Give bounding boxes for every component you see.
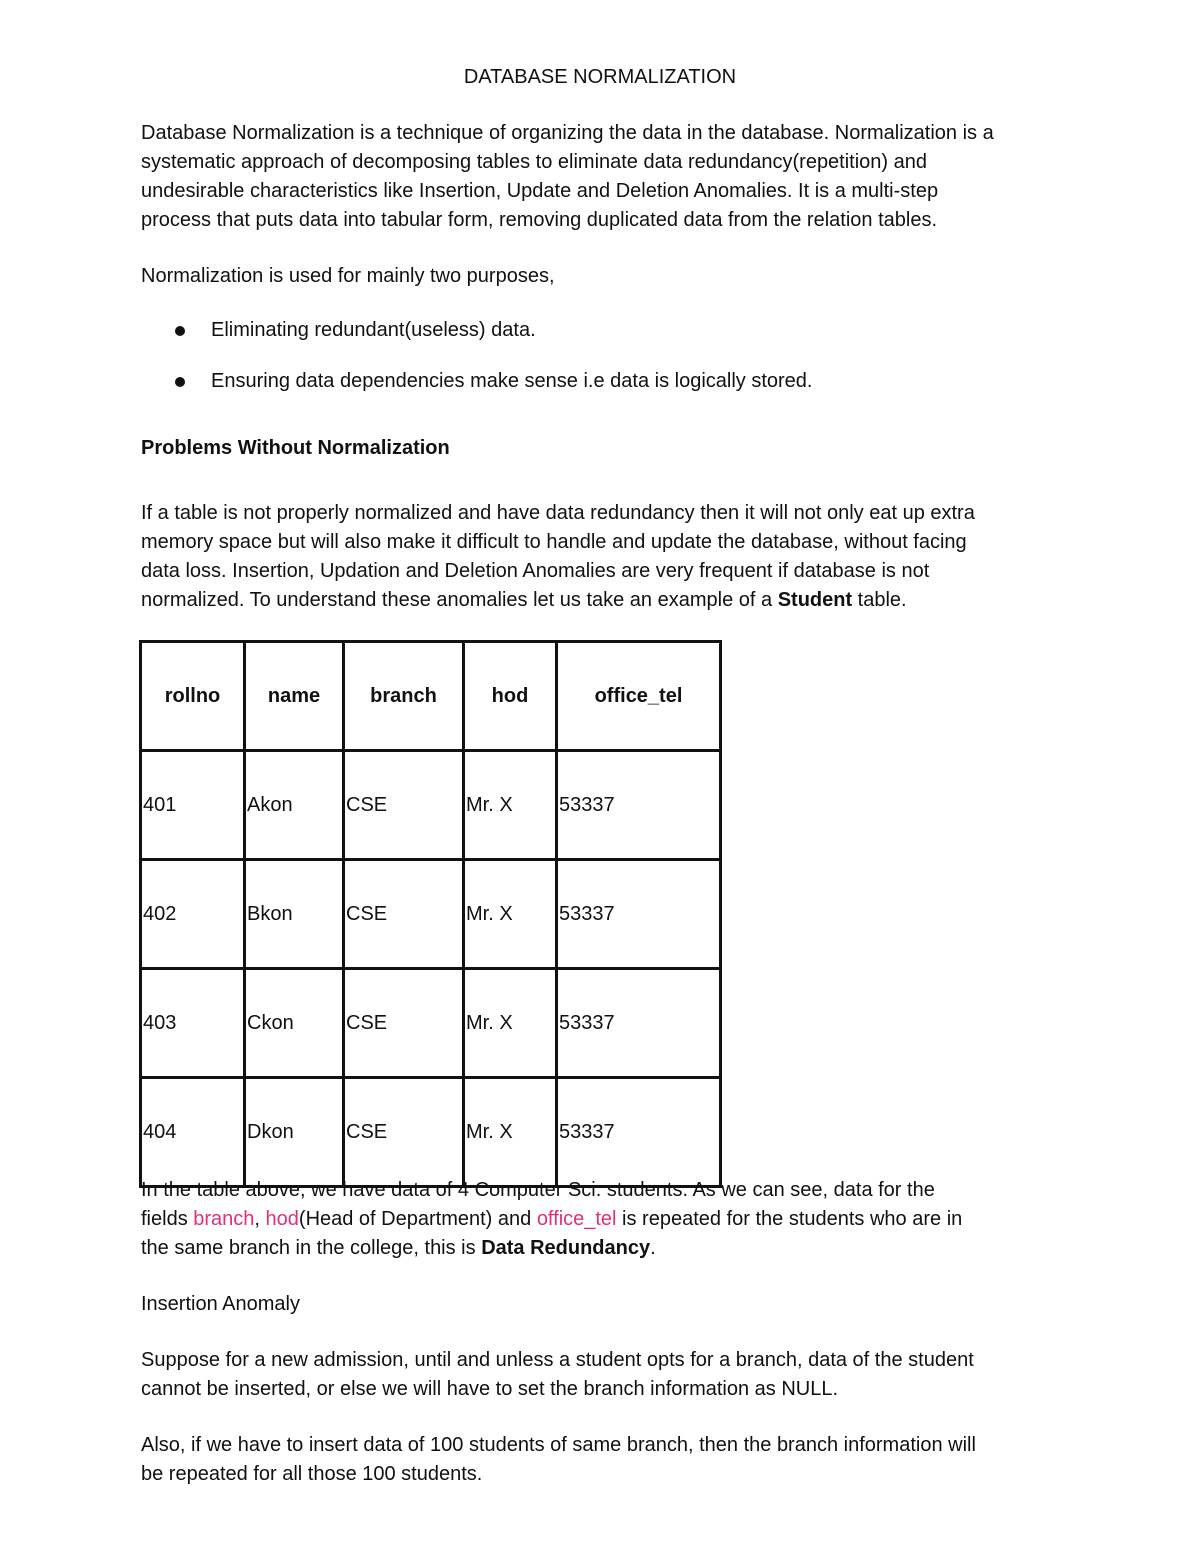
- purposes-intro: Normalization is used for mainly two purposes,: [141, 265, 555, 287]
- table-cell: 404: [141, 1078, 245, 1187]
- field-branch: branch: [193, 1208, 255, 1230]
- intro-paragraph: [141, 119, 1071, 235]
- list-item-text: Eliminating redundant(useless) data.: [211, 319, 536, 341]
- redundancy-text: .: [650, 1237, 656, 1259]
- column-header-rollno: rollno: [141, 642, 245, 751]
- table-row: [141, 751, 721, 860]
- table-cell: Mr. X: [464, 751, 557, 860]
- redundancy-text: is repeated for the students who are in: [616, 1208, 963, 1230]
- table-cell: Mr. X: [464, 860, 557, 969]
- table-cell: CSE: [344, 1078, 464, 1187]
- table-cell: 53337: [557, 860, 721, 969]
- data-redundancy-term: Data Redundancy: [481, 1237, 651, 1259]
- table-cell: Ckon: [245, 969, 344, 1078]
- table-cell: CSE: [344, 751, 464, 860]
- redundancy-line: [141, 1234, 1071, 1263]
- student-table-name: Student: [777, 589, 853, 611]
- list-item-text: Ensuring data dependencies make sense i.e data is logically stored.: [211, 370, 813, 392]
- redundancy-text: the same branch in the college, this is: [141, 1237, 482, 1259]
- list-item: [141, 316, 1071, 345]
- field-office-tel: office_tel: [536, 1208, 617, 1230]
- table-cell: 401: [141, 751, 245, 860]
- list-item: [141, 367, 1071, 396]
- table-cell: 53337: [557, 969, 721, 1078]
- table-cell: Dkon: [245, 1078, 344, 1187]
- intro-line: systematic approach of decomposing tables to eliminate data redundancy(repetition) and: [141, 151, 928, 173]
- column-header-hod: hod: [464, 642, 557, 751]
- insertion-paragraph-1: [141, 1346, 1071, 1404]
- intro-line: Database Normalization is a technique of organizing the data in the database. Normalization is a: [141, 122, 994, 144]
- problems-line: data loss. Insertion, Updation and Deletion Anomalies are very frequent if database is not: [141, 560, 930, 582]
- page-title: DATABASE NORMALIZATION: [463, 66, 737, 88]
- insertion-line: be repeated for all those 100 students.: [141, 1463, 483, 1485]
- redundancy-text: (Head of Department) and: [298, 1208, 537, 1230]
- table-cell: 53337: [557, 1078, 721, 1187]
- problems-line: memory space but will also make it difficult to handle and update the database, without facing: [141, 531, 967, 553]
- table-cell: CSE: [344, 969, 464, 1078]
- redundancy-line: [141, 1205, 1071, 1234]
- table-row: [141, 860, 721, 969]
- redundancy-line: In the table above, we have data of 4 Computer Sci. students. As we can see, data for the: [141, 1179, 935, 1201]
- column-header-office-tel: office_tel: [557, 642, 721, 751]
- insertion-line: Suppose for a new admission, until and unless a student opts for a branch, data of the student: [141, 1349, 974, 1371]
- problems-paragraph: [141, 499, 1071, 615]
- problems-line: [141, 586, 1071, 615]
- table-row: [141, 969, 721, 1078]
- insertion-line: cannot be inserted, or else we will have to set the branch information as NULL.: [141, 1378, 839, 1400]
- insertion-line: Also, if we have to insert data of 100 students of same branch, then the branch information will: [141, 1434, 976, 1456]
- problems-text: normalized. To understand these anomalies let us take an example of a: [141, 589, 778, 611]
- problems-heading: Problems Without Normalization: [141, 437, 450, 459]
- field-hod: hod: [265, 1208, 299, 1230]
- purposes-list: [141, 316, 1071, 396]
- insertion-paragraph-2: [141, 1431, 1071, 1489]
- table-cell: Mr. X: [464, 1078, 557, 1187]
- problems-text: table.: [852, 589, 907, 611]
- table-cell: Bkon: [245, 860, 344, 969]
- column-header-name: name: [245, 642, 344, 751]
- intro-line: process that puts data into tabular form, removing duplicated data from the relation tables.: [141, 209, 937, 231]
- bullet-icon: [175, 377, 185, 387]
- table-cell: 403: [141, 969, 245, 1078]
- table-cell: Mr. X: [464, 969, 557, 1078]
- table-cell: 53337: [557, 751, 721, 860]
- column-header-branch: branch: [344, 642, 464, 751]
- table-row: [141, 1078, 721, 1187]
- table-cell: CSE: [344, 860, 464, 969]
- redundancy-text: ,: [254, 1208, 266, 1230]
- table-cell: 402: [141, 860, 245, 969]
- redundancy-text: fields: [141, 1208, 194, 1230]
- insertion-heading: Insertion Anomaly: [141, 1293, 300, 1315]
- table-header-row: [141, 642, 721, 751]
- intro-line: undesirable characteristics like Insertion, Update and Deletion Anomalies. It is a multi-step: [141, 180, 939, 202]
- bullet-icon: [175, 326, 185, 336]
- redundancy-paragraph: [141, 1176, 1071, 1263]
- problems-line: If a table is not properly normalized and have data redundancy then it will not only eat up extra: [141, 502, 975, 524]
- table-cell: Akon: [245, 751, 344, 860]
- student-table: [139, 640, 722, 1188]
